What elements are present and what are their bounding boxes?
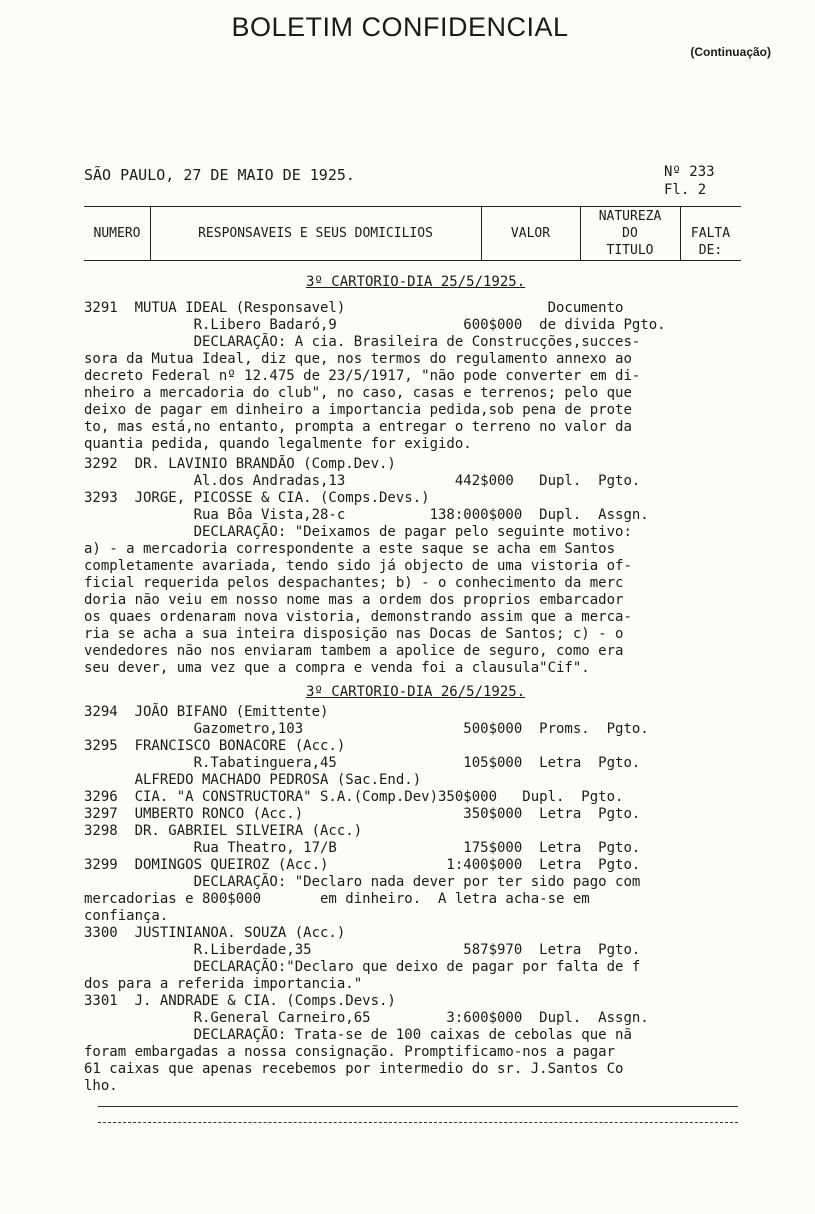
- bulletin-number: Nº 233: [664, 164, 715, 180]
- declaration-line: foram embargadas a nossa consignação. Promptificamo-nos a pagar: [84, 1044, 616, 1060]
- closing-rule: [98, 1122, 738, 1123]
- declaration-line: DECLARAÇÃO: "Declaro nada dever por ter sido pago com: [84, 874, 641, 890]
- declaration-line: ria se acha a sua inteira disposição nas Docas de Santos; c) - o: [84, 626, 624, 642]
- table-bottom-rule: [84, 260, 741, 261]
- declaration-line: ficial requerida pelos despachantes; b) - o conhecimento da merc: [84, 575, 624, 591]
- declaration-line: os quaes ordenaram nova vistoria, demonstrando assim que a merca-: [84, 609, 632, 625]
- entry-line: 3297 UMBERTO RONCO (Acc.) 350$000 Letra Pgto.: [84, 806, 641, 822]
- entry-line: Rua Bôa Vista,28-c 138:000$000 Dupl. Assgn.: [84, 507, 649, 523]
- declaration-line: to, mas está,no entanto, prompta a entregar o terreno no valor da: [84, 419, 632, 435]
- declaration-line: nheiro a mercadoria do club", no caso, casas e terrenos; pelo que: [84, 385, 632, 401]
- column-header-numero: NUMERO: [93, 226, 141, 241]
- entry-line: Al.dos Andradas,13 442$000 Dupl. Pgto.: [84, 473, 641, 489]
- entry-line: R.General Carneiro,65 3:600$000 Dupl. Assgn.: [84, 1010, 649, 1026]
- table-top-rule: [84, 206, 741, 207]
- column-header-natureza-2: DO: [622, 226, 638, 241]
- entry-line: 3298 DR. GABRIEL SILVEIRA (Acc.): [84, 823, 363, 839]
- closing-rule: [98, 1106, 738, 1107]
- entry-line: 3293 JORGE, PICOSSE & CIA. (Comps.Devs.): [84, 490, 430, 506]
- entry-line: ALFREDO MACHADO PEDROSA (Sac.End.): [84, 772, 422, 788]
- entry-line: Rua Theatro, 17/B 175$000 Letra Pgto.: [84, 840, 641, 856]
- sheet-number: Fl. 2: [664, 182, 707, 198]
- declaration-line: DECLARAÇÃO: Trata-se de 100 caixas de cebolas que nã: [84, 1027, 632, 1043]
- declaration-line: lho.: [84, 1078, 118, 1094]
- declaration-line: completamente avariada, tendo sido já objecto de uma vistoria of-: [84, 558, 632, 574]
- entry-line: R.Libero Badaró,9 600$000 de divida Pgto.: [84, 317, 666, 333]
- declaration-line: sora da Mutua Ideal, diz que, nos termos do regulamento annexo ao: [84, 351, 632, 367]
- declaration-line: mercadorias e 800$000 em dinheiro. A letra acha-se em: [84, 891, 590, 907]
- column-header-falta-2: DE:: [698, 243, 723, 258]
- entry-line: 3301 J. ANDRADE & CIA. (Comps.Devs.): [84, 993, 396, 1009]
- declaration-line: 61 caixas que apenas recebemos por intermedio do sr. J.Santos Co: [84, 1061, 624, 1077]
- column-header-natureza-3: TITULO: [606, 243, 654, 258]
- entry-line: 3291 MUTUA IDEAL (Responsavel) Documento: [84, 300, 624, 316]
- document-title: BOLETIM CONFIDENCIAL: [231, 12, 569, 42]
- entry-line: 3295 FRANCISCO BONACORE (Acc.): [84, 738, 346, 754]
- declaration-line: DECLARAÇÃO: "Deixamos de pagar pelo seguinte motivo:: [84, 524, 632, 540]
- declaration-line: seu dever, uma vez que a compra e venda foi a clausula"Cif".: [84, 660, 590, 676]
- entry-line: 3294 JOÃO BIFANO (Emittente): [84, 704, 329, 720]
- section-heading: 3º CARTORIO-DIA 25/5/1925.: [306, 274, 526, 290]
- column-header-natureza-1: NATUREZA: [598, 209, 662, 224]
- entry-line: Gazometro,103 500$000 Proms. Pgto.: [84, 721, 649, 737]
- declaration-line: confiança.: [84, 908, 169, 924]
- declaration-line: deixo de pagar em dinheiro a importancia pedida,sob pena de prote: [84, 402, 632, 418]
- date-line: SÃO PAULO, 27 DE MAIO DE 1925.: [84, 166, 355, 184]
- column-header-valor: VALOR: [510, 226, 551, 241]
- declaration-line: quantia pedida, quando legalmente for exigido.: [84, 436, 472, 452]
- section-heading: 3º CARTORIO-DIA 26/5/1925.: [306, 684, 526, 700]
- entry-line: 3292 DR. LAVINIO BRANDÃO (Comp.Dev.): [84, 456, 396, 472]
- declaration-line: dos para a referida importancia.": [84, 976, 363, 992]
- entry-line: R.Liberdade,35 587$970 Letra Pgto.: [84, 942, 641, 958]
- entry-line: 3300 JUSTINIANOA. SOUZA (Acc.): [84, 925, 346, 941]
- entry-line: R.Tabatinguera,45 105$000 Letra Pgto.: [84, 755, 641, 771]
- entry-line: 3296 CIA. "A CONSTRUCTORA" S.A.(Comp.Dev)350$000 Dupl. Pgto.: [84, 789, 624, 805]
- continuation-label: (Continuação): [690, 45, 771, 59]
- column-header-falta-1: FALTA: [690, 226, 731, 241]
- declaration-line: a) - a mercadoria correspondente a este saque se acha em Santos: [84, 541, 616, 557]
- declaration-line: vendedores não nos enviaram tambem a apolice de seguro, como era: [84, 643, 624, 659]
- declaration-line: DECLARAÇÃO:"Declaro que deixo de pagar por falta de f: [84, 959, 641, 975]
- declaration-line: DECLARAÇÃO: A cia. Brasileira de Construcções,succes-: [84, 334, 641, 350]
- column-header-responsaveis: RESPONSAVEIS E SEUS DOMICILIOS: [198, 226, 433, 241]
- declaration-line: doria não veiu em nosso nome mas a ordem dos proprios embarcador: [84, 592, 624, 608]
- entry-line: 3299 DOMINGOS QUEIROZ (Acc.) 1:400$000 Letra Pgto.: [84, 857, 641, 873]
- declaration-line: decreto Federal nº 12.475 de 23/5/1917, "não pode converter em di-: [84, 368, 641, 384]
